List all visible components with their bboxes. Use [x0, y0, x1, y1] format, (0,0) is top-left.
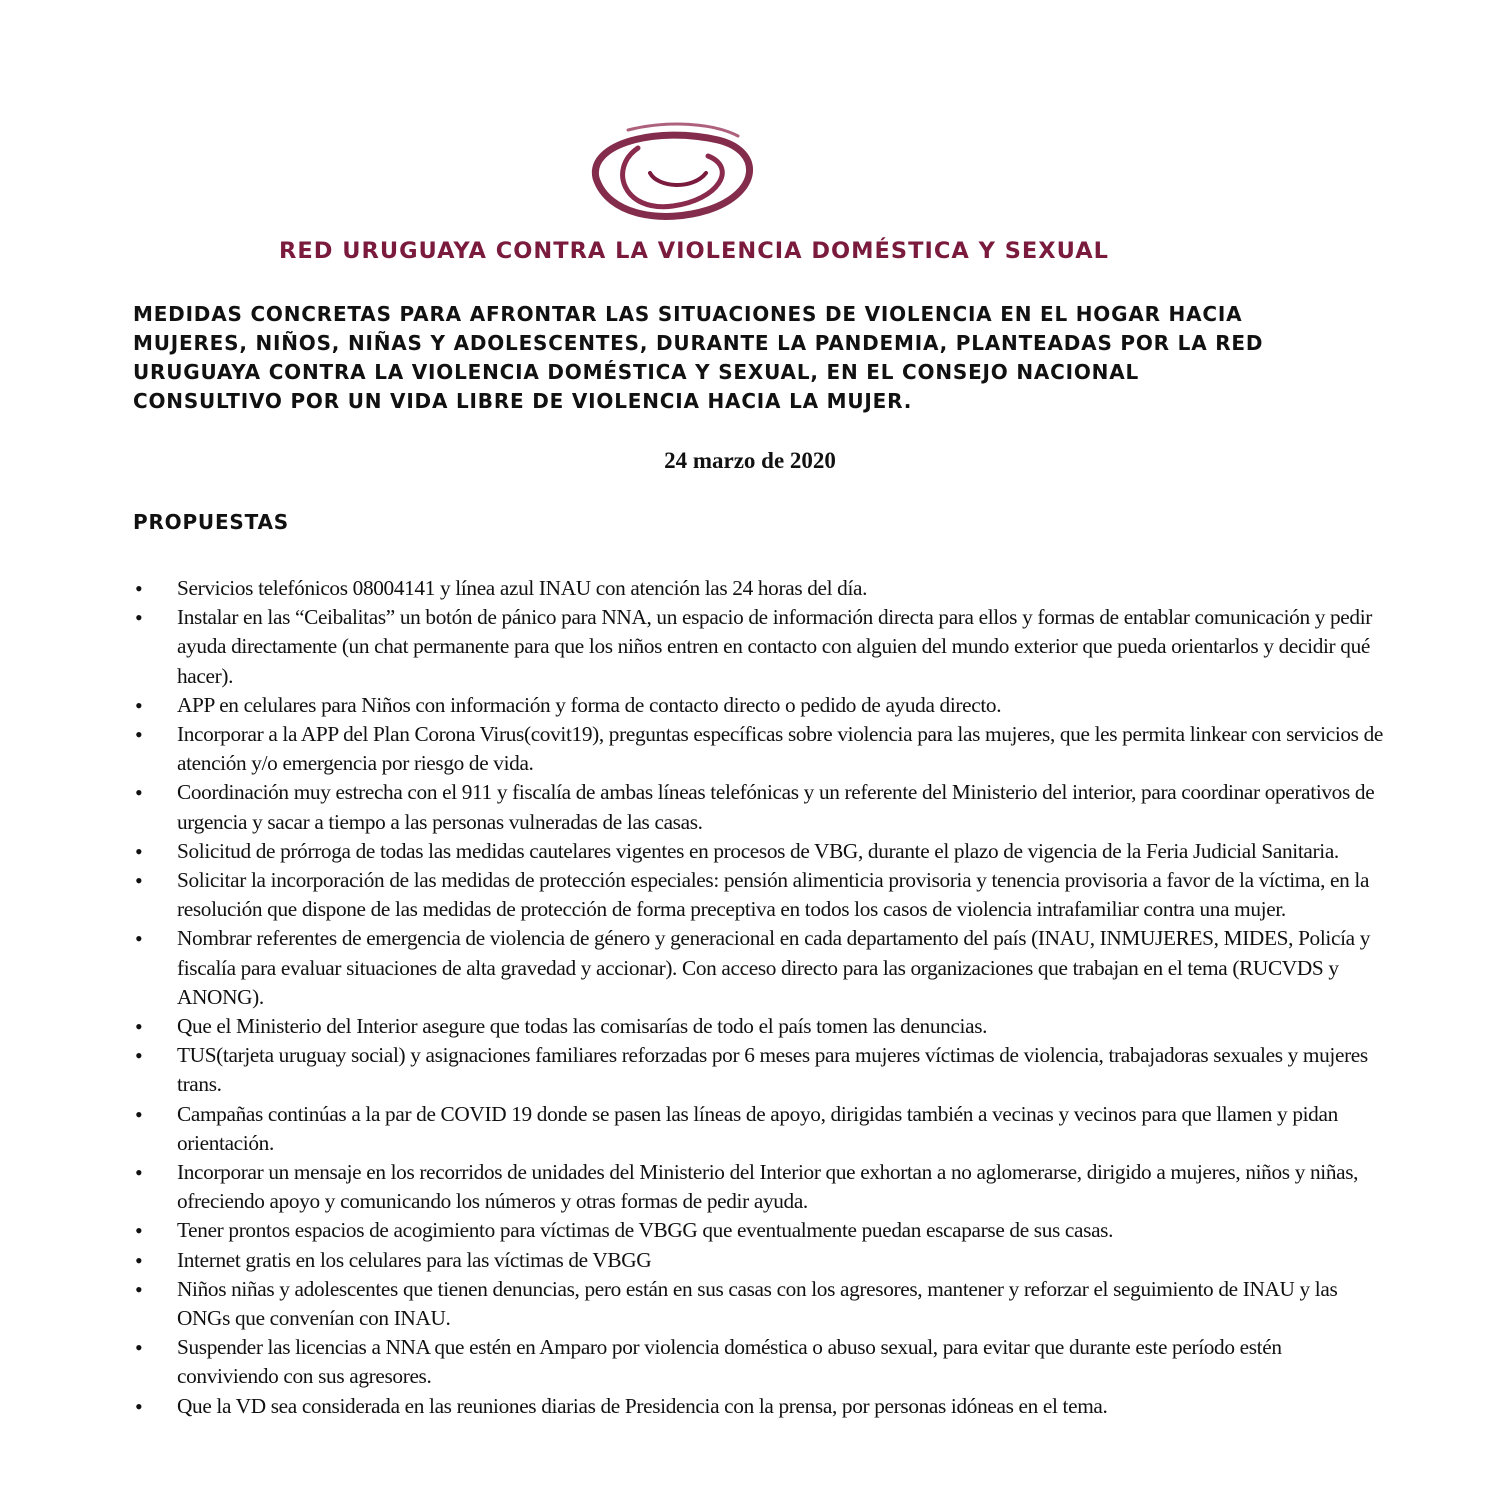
proposal-item: • APP en celulares para Niños con información y forma de contacto directo o pedido de ayuda directo.	[133, 691, 1383, 720]
proposal-item: • Solicitar la incorporación de las medidas de protección especiales: pensión alimenticia provisoria y tenencia provisoria a favor de la víctima, en la resolución que dispone de las medidas de protección de forma preceptiva en todos los casos de violencia intrafamiliar contra una mujer.	[133, 866, 1383, 924]
proposal-item: • Instalar en las “Ceibalitas” un botón de pánico para NNA, un espacio de información directa para ellos y formas de entablar comunicación y pedir ayuda directamente (un chat permanente para que los niños entren en contacto con alguien del mundo exterior que pueda orientarlos y decidir qué hacer).	[133, 603, 1383, 691]
document-title-line: CONSULTIVO POR UN VIDA LIBRE DE VIOLENCIA HACIA LA MUJER.	[133, 389, 913, 413]
document-title-line: URUGUAYA CONTRA LA VIOLENCIA DOMÉSTICA Y SEXUAL, EN EL CONSEJO NACIONAL	[133, 360, 1140, 384]
proposal-item: • Tener prontos espacios de acogimiento para víctimas de VBGG que eventualmente puedan escaparse de sus casas.	[133, 1216, 1383, 1245]
proposal-item: • Que el Ministerio del Interior asegure que todas las comisarías de todo el país tomen las denuncias.	[133, 1012, 1383, 1041]
proposal-item: • Internet gratis en los celulares para las víctimas de VBGG	[133, 1246, 1383, 1275]
proposal-item: • Solicitud de prórroga de todas las medidas cautelares vigentes en procesos de VBG, durante el plazo de vigencia de la Feria Judicial Sanitaria.	[133, 837, 1383, 866]
document-title	[133, 300, 1383, 416]
proposals-list	[133, 574, 1383, 1421]
proposal-item: • Coordinación muy estrecha con el 911 y fiscalía de ambas líneas telefónicas y un referente del Ministerio del interior, para coordinar operativos de urgencia y sacar a tiempo a las personas vulneradas de las casas.	[133, 778, 1383, 836]
proposal-item: • Suspender las licencias a NNA que estén en Amparo por violencia doméstica o abuso sexual, para evitar que durante este período estén conviviendo con sus agresores.	[133, 1333, 1383, 1391]
document-title-line: MUJERES, NIÑOS, NIÑAS Y ADOLESCENTES, DURANTE LA PANDEMIA, PLANTEADAS POR LA RED	[133, 331, 1264, 355]
proposal-item: • Nombrar referentes de emergencia de violencia de género y generacional en cada departamento del país (INAU, INMUJERES, MIDES, Policía y fiscalía para evaluar situaciones de alta gravedad y accionar). Con acceso directo para las organizaciones que trabajan en el tema (RUCVDS y ANONG).	[133, 924, 1383, 1012]
proposal-item: • Incorporar a la APP del Plan Corona Virus(covit19), preguntas específicas sobre violencia para las mujeres, que les permita linkear con servicios de atención y/o emergencia por riesgo de vida.	[133, 720, 1383, 778]
proposal-item: • Campañas continúas a la par de COVID 19 donde se pasen las líneas de apoyo, dirigidas también a vecinas y vecinos para que llamen y pidan orientación.	[133, 1100, 1383, 1158]
proposal-item: • TUS(tarjeta uruguay social) y asignaciones familiares reforzadas por 6 meses para mujeres víctimas de violencia, trabajadoras sexuales y mujeres trans.	[133, 1041, 1383, 1099]
orbit-swoosh-logo-icon	[578, 118, 768, 230]
header-logo	[0, 118, 1500, 230]
proposal-item: • Servicios telefónicos 08004141 y línea azul INAU con atención las 24 horas del día.	[133, 574, 1383, 603]
organization-name: RED URUGUAYA CONTRA LA VIOLENCIA DOMÉSTICA Y SEXUAL	[279, 238, 1109, 264]
proposal-item: • Que la VD sea considerada en las reuniones diarias de Presidencia con la prensa, por personas idóneas en el tema.	[133, 1392, 1383, 1421]
proposal-item: • Incorporar un mensaje en los recorridos de unidades del Ministerio del Interior que exhortan a no aglomerarse, dirigido a mujeres, niños y niñas, ofreciendo apoyo y comunicando los números y otras formas de pedir ayuda.	[133, 1158, 1383, 1216]
section-heading-propuestas: PROPUESTAS	[133, 510, 289, 534]
document-date: 24 marzo de 2020	[664, 448, 836, 473]
document-title-line: MEDIDAS CONCRETAS PARA AFRONTAR LAS SITUACIONES DE VIOLENCIA EN EL HOGAR HACIA	[133, 302, 1243, 326]
proposal-item: • Niños niñas y adolescentes que tienen denuncias, pero están en sus casas con los agresores, mantener y reforzar el seguimiento de INAU y las ONGs que convenían con INAU.	[133, 1275, 1383, 1333]
